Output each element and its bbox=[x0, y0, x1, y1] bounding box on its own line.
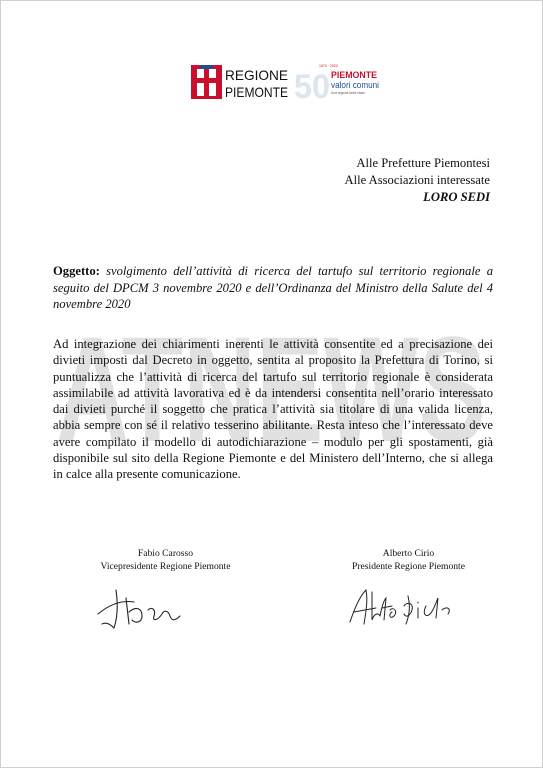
watermark-text: ATNEWS bbox=[56, 319, 486, 459]
region-logo-line2: PIEMONTE bbox=[225, 84, 288, 100]
signature-left bbox=[96, 584, 181, 632]
signer-left bbox=[73, 547, 258, 573]
anniversary-bottom-text: Una regione tante storie bbox=[331, 91, 366, 95]
regione-piemonte-logo bbox=[191, 65, 288, 100]
anniversary-number: 50 bbox=[294, 68, 330, 103]
piemonte-50-logo bbox=[294, 64, 379, 103]
subject-block bbox=[53, 263, 493, 313]
signer-left-title: Vicepresidente Regione Piemonte bbox=[100, 561, 231, 572]
addressee-line-associazioni: Alle Associazioni interessate bbox=[344, 173, 490, 187]
header-logos bbox=[191, 63, 381, 103]
subject-label: Oggetto: bbox=[53, 264, 100, 278]
anniversary-brand: PIEMONTE bbox=[331, 70, 377, 80]
anniversary-top-text: 1970 · 2020 bbox=[319, 64, 338, 68]
region-logo-line1: REGIONE bbox=[225, 67, 288, 83]
addressee-block bbox=[345, 155, 491, 206]
addressee-line-prefetture: Alle Prefetture Piemontesi bbox=[356, 156, 490, 170]
signer-right-name: Alberto Cirio bbox=[382, 548, 435, 559]
addressee-line-loro-sedi: LORO SEDI bbox=[423, 190, 490, 204]
signer-right bbox=[316, 547, 501, 573]
subject-text: svolgimento dell’attività di ricerca del tartufo sul territorio regionale a seguito del DPCM 3 novembre 2020 e dell’Ordinanza del Ministro della Salute del 4 novembre 2020 bbox=[53, 264, 493, 311]
signer-right-title: Presidente Regione Piemonte bbox=[352, 561, 465, 572]
anniversary-tagline: valori comuni bbox=[331, 80, 379, 90]
signature-right bbox=[346, 584, 466, 632]
body-paragraph: Ad integrazione dei chiarimenti inerenti le attività consentite ed a precisazione dei divieti imposti dal Decreto in oggetto, sentita al proposito la Prefettura di Torino, si puntualizza che l’attività di ricerca del tartufo sul territorio regionale è considerata assimilabile ad attività lavorativa ed è da intendersi consentita nell’orario interessato dai divieti purché il soggetto che pratica l’attività sia titolare di una valida licenza, abbia sempre con sé il relativo tesserino abilitante. Resta inteso che l’interessato deve avere compilato il modello di autodichiarazione – modulo per gli spostamenti, già disponibile sul sito della Regione Piemonte e del Ministero dell’Interno, che si allega in calce alla presente comunicazione. bbox=[53, 337, 493, 482]
signer-left-name: Fabio Carosso bbox=[137, 548, 194, 559]
